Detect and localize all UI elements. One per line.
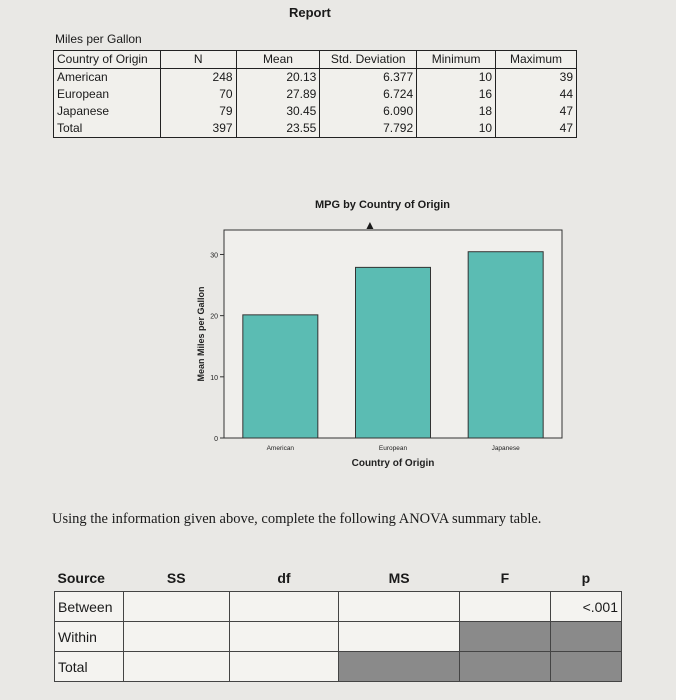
anova-p-cell-shaded bbox=[550, 652, 621, 682]
anova-p-cell[interactable]: <.001 bbox=[550, 592, 621, 622]
cell-mean: 30.45 bbox=[236, 103, 320, 120]
cell-country: Total bbox=[54, 120, 161, 138]
cell-mean: 20.13 bbox=[236, 69, 320, 87]
chart-title: MPG by Country of Origin bbox=[314, 199, 451, 211]
x-tick-label: American bbox=[266, 445, 295, 452]
cell-max: 47 bbox=[496, 103, 577, 120]
anova-source: Total bbox=[55, 652, 124, 682]
descriptives-table bbox=[53, 50, 577, 138]
anova-ss-cell[interactable] bbox=[123, 652, 229, 682]
anova-ss-cell[interactable] bbox=[123, 592, 229, 622]
anova-source: Within bbox=[55, 622, 124, 652]
col-header-max: Maximum bbox=[496, 51, 577, 69]
cell-country: Japanese bbox=[54, 103, 161, 120]
cell-std: 7.792 bbox=[320, 120, 417, 138]
cell-mean: 23.55 bbox=[236, 120, 320, 138]
cell-min: 10 bbox=[417, 69, 496, 87]
anova-row-total bbox=[55, 652, 622, 682]
anova-ss-cell[interactable] bbox=[123, 622, 229, 652]
anova-table bbox=[54, 565, 622, 682]
cell-std: 6.724 bbox=[320, 86, 417, 103]
anova-f-cell-shaded bbox=[460, 652, 551, 682]
table-header-row bbox=[54, 51, 577, 69]
chart-svg bbox=[185, 180, 580, 480]
cell-max: 47 bbox=[496, 120, 577, 138]
cell-min: 18 bbox=[417, 103, 496, 120]
instruction-text: Using the information given above, complete the following ANOVA summary table. bbox=[52, 511, 542, 527]
anova-header-p: p bbox=[581, 570, 591, 586]
cell-min: 16 bbox=[417, 86, 496, 103]
cell-country: European bbox=[54, 86, 161, 103]
y-tick-label: 10 bbox=[210, 374, 218, 382]
cell-mean: 27.89 bbox=[236, 86, 320, 103]
anova-header-ms: MS bbox=[388, 570, 410, 586]
table-row bbox=[54, 86, 577, 103]
bar-japanese bbox=[468, 252, 543, 438]
col-header-n: N bbox=[160, 51, 236, 69]
anova-header-row bbox=[55, 565, 622, 592]
anova-f-cell-shaded bbox=[460, 622, 551, 652]
cell-n: 70 bbox=[160, 86, 236, 103]
cell-country: American bbox=[54, 69, 161, 87]
anova-df-cell[interactable] bbox=[229, 592, 338, 622]
x-tick-label: European bbox=[378, 445, 408, 452]
cell-min: 10 bbox=[417, 120, 496, 138]
bar-european bbox=[356, 267, 431, 438]
anova-p-cell-shaded bbox=[550, 622, 621, 652]
anova-ms-cell[interactable] bbox=[339, 592, 460, 622]
table-row bbox=[54, 103, 577, 120]
anova-header-ss: SS bbox=[166, 570, 186, 586]
anova-source: Between bbox=[55, 592, 124, 622]
cell-max: 39 bbox=[496, 69, 577, 87]
report-title: Report bbox=[289, 5, 331, 20]
table-row bbox=[54, 120, 577, 138]
y-axis-label: Mean Miles per Gallon bbox=[196, 286, 206, 382]
x-axis-label: Country of Origin bbox=[351, 458, 435, 469]
anova-df-cell[interactable] bbox=[229, 622, 338, 652]
cell-n: 248 bbox=[160, 69, 236, 87]
cell-std: 6.377 bbox=[320, 69, 417, 87]
y-tick-label: 0 bbox=[214, 436, 218, 443]
anova-header-f: F bbox=[500, 570, 510, 586]
y-tick-label: 20 bbox=[210, 313, 218, 321]
col-header-min: Minimum bbox=[417, 51, 496, 69]
bar-chart bbox=[185, 180, 580, 480]
col-header-mean: Mean bbox=[236, 51, 320, 69]
anova-ms-cell-shaded bbox=[339, 652, 460, 682]
col-header-country: Country of Origin bbox=[54, 51, 161, 69]
cell-std: 6.090 bbox=[320, 103, 417, 120]
mouse-cursor-icon: ▲ bbox=[364, 218, 376, 232]
col-header-std: Std. Deviation bbox=[320, 51, 417, 69]
anova-row-between bbox=[55, 592, 622, 622]
bar-american bbox=[243, 315, 318, 438]
x-tick-label: Japanese bbox=[491, 445, 520, 452]
anova-header-df: df bbox=[277, 570, 291, 586]
anova-ms-cell[interactable] bbox=[339, 622, 460, 652]
cell-max: 44 bbox=[496, 86, 577, 103]
anova-header-source: Source bbox=[57, 570, 105, 586]
table-caption: Miles per Gallon bbox=[55, 32, 142, 46]
y-tick-label: 30 bbox=[210, 252, 218, 260]
cell-n: 79 bbox=[160, 103, 236, 120]
table-row bbox=[54, 69, 577, 87]
anova-df-cell[interactable] bbox=[229, 652, 338, 682]
cell-n: 397 bbox=[160, 120, 236, 138]
anova-row-within bbox=[55, 622, 622, 652]
anova-f-cell[interactable] bbox=[460, 592, 551, 622]
